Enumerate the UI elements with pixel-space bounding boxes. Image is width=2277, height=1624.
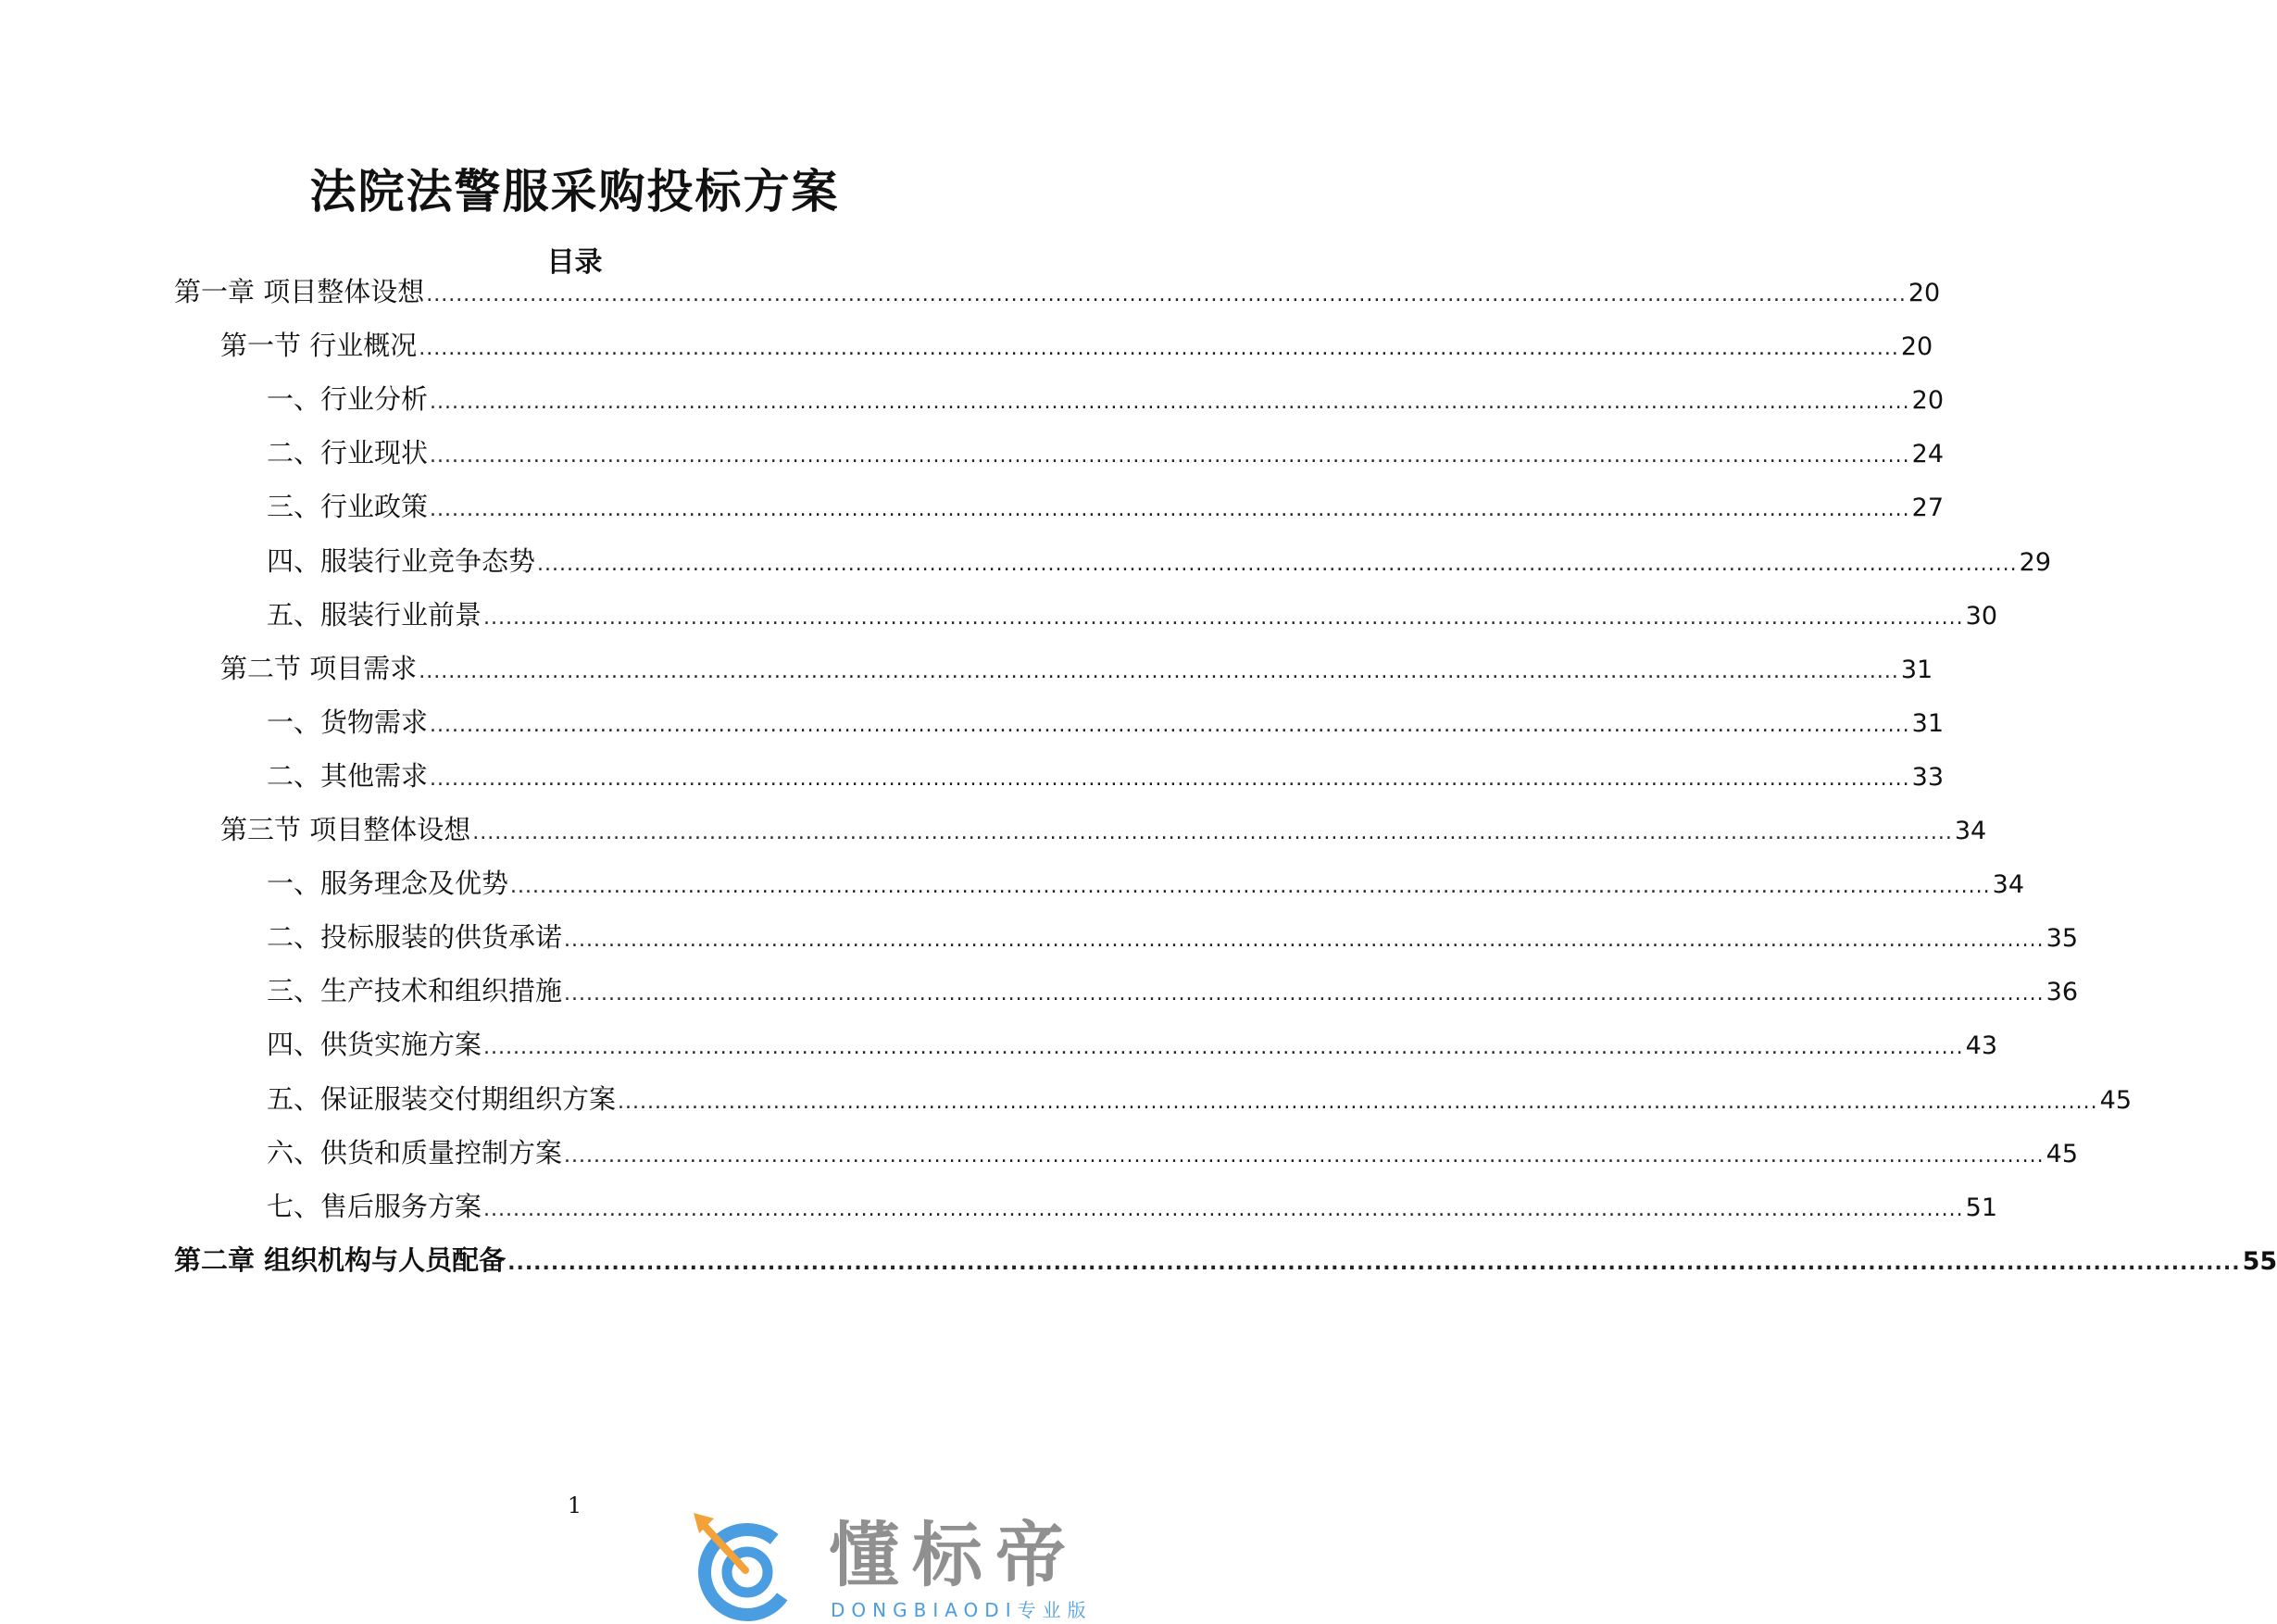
toc-entry[interactable] xyxy=(267,596,1998,637)
toc-entry-label: 三、行业政策 xyxy=(267,491,429,523)
toc-entry-label: 二、其他需求 xyxy=(267,759,429,792)
toc-entry-label: 四、供货实施方案 xyxy=(267,1029,482,1061)
toc-leader-dots: ........................................................................................................................................................................................................ xyxy=(618,1090,2098,1114)
toc-entry-label: 二、投标服装的供货承诺 xyxy=(267,921,563,954)
watermark-brand: 懂标帝 xyxy=(829,1514,1079,1596)
toc-leader-dots: ........................................................................................................................................................................................................ xyxy=(430,444,1910,468)
toc-entry[interactable] xyxy=(267,918,2079,959)
toc-entry[interactable] xyxy=(267,757,1945,798)
toc-leader-dots: ........................................................................................................................................................................................................ xyxy=(483,1036,1964,1060)
toc-entry[interactable] xyxy=(267,865,2025,906)
toc-entry-page: 30 xyxy=(1965,601,1998,631)
toc-leader-dots: ........................................................................................................................................................................................................ xyxy=(430,767,1910,791)
toc-entry-page: 43 xyxy=(1965,1031,1998,1061)
toc-entry[interactable] xyxy=(267,972,2079,1013)
toc-leader-dots: ........................................................................................................................................................................................................ xyxy=(483,606,1964,630)
toc-entry-label: 二、行业现状 xyxy=(267,437,429,469)
toc-entry-page: 55 xyxy=(2242,1246,2277,1276)
toc-entry-page: 33 xyxy=(1911,762,1945,792)
toc-entry-label: 五、服装行业前景 xyxy=(267,598,482,631)
toc-entry-label: 四、服装行业竞争态势 xyxy=(267,544,536,577)
toc-leader-dots: ........................................................................................................................................................................................................ xyxy=(564,1143,2045,1168)
toc-entry-page: 27 xyxy=(1911,493,1945,523)
toc-entry-label: 五、保证服装交付期组织方案 xyxy=(267,1082,617,1115)
toc-entry[interactable] xyxy=(220,650,1933,691)
watermark-subtitle: DONGBIAODI专业版 xyxy=(831,1599,1093,1621)
toc-leader-dots: ........................................................................................................................................................................................................ xyxy=(510,875,1991,899)
toc-entry-page: 20 xyxy=(1900,332,1933,362)
toc-leader-dots: ........................................................................................................................................................................................................ xyxy=(419,337,1899,361)
toc-entry[interactable] xyxy=(267,434,1945,475)
toc-entry-label: 第二节 项目需求 xyxy=(220,652,418,684)
watermark xyxy=(690,1509,1134,1624)
toc-leader-dots: ........................................................................................................................................................................................................ xyxy=(419,659,1899,683)
toc-entry[interactable] xyxy=(267,704,1945,744)
toc-entry-label: 一、行业分析 xyxy=(267,383,429,416)
toc-entry-label: 一、货物需求 xyxy=(267,706,429,738)
target-arrow-icon xyxy=(690,1509,801,1624)
toc-entry-page: 34 xyxy=(1992,870,2025,900)
toc-entry[interactable] xyxy=(267,1188,1998,1229)
toc-entry-label: 三、生产技术和组织措施 xyxy=(267,975,563,1007)
toc-entry[interactable] xyxy=(267,381,1945,421)
toc-leader-dots: ........................................................................................................................................................................................................ xyxy=(430,498,1910,522)
toc-entry-page: 31 xyxy=(1900,655,1933,684)
toc-leader-dots: ........................................................................................................................................................................................................ xyxy=(564,929,2045,953)
toc-leader-dots: ........................................................................................................................................................................................................ xyxy=(483,1197,1964,1221)
toc-entry[interactable] xyxy=(220,327,1933,368)
toc-entry[interactable] xyxy=(267,488,1945,529)
toc-leader-dots: ........................................................................................................................................................................................................ xyxy=(430,391,1910,415)
toc-entry-page: 45 xyxy=(2046,1139,2079,1168)
toc-entry-page: 24 xyxy=(1911,440,1945,469)
toc-entry-label: 第二章 组织机构与人员配备 xyxy=(174,1243,507,1276)
toc-entry-page: 51 xyxy=(1965,1193,1998,1222)
toc-entry-page: 45 xyxy=(2099,1085,2133,1115)
toc-entry-label: 第三节 项目整体设想 xyxy=(220,814,471,845)
toc-entry[interactable] xyxy=(267,1134,2079,1175)
toc-leader-dots: ........................................................................................................................................................................................................ xyxy=(472,821,1953,844)
toc-entry-page: 31 xyxy=(1911,708,1945,738)
toc-entry[interactable] xyxy=(267,1081,2133,1121)
toc-entry-label: 六、供货和质量控制方案 xyxy=(267,1136,563,1168)
toc-entry-label: 七、售后服务方案 xyxy=(267,1190,482,1222)
toc-entry-page: 35 xyxy=(2046,924,2079,954)
toc-entry-page: 29 xyxy=(2019,547,2052,577)
toc-leader-dots: ........................................................................................................................................................................................................ xyxy=(537,552,2018,576)
toc-entry[interactable] xyxy=(267,543,2052,583)
toc-leader-dots: ........................................................................................................................................................................................................ xyxy=(426,283,1907,306)
toc-entry[interactable] xyxy=(267,1026,1998,1067)
toc-leader-dots: ........................................................................................................................................................................................................ xyxy=(507,1251,2241,1275)
toc-entry-label: 第一章 项目整体设想 xyxy=(174,276,425,307)
toc-entry[interactable] xyxy=(174,273,1941,314)
toc-heading: 目录 xyxy=(546,246,603,279)
page-number: 1 xyxy=(567,1493,582,1518)
toc-leader-dots: ........................................................................................................................................................................................................ xyxy=(430,713,1910,737)
toc-entry[interactable] xyxy=(220,811,1987,852)
toc-leader-dots: ........................................................................................................................................................................................................ xyxy=(564,982,2045,1006)
toc-entry-label: 第一节 行业概况 xyxy=(220,330,418,362)
toc-entry-label: 一、服务理念及优势 xyxy=(267,868,509,900)
toc-entry[interactable] xyxy=(174,1242,2277,1282)
document-title: 法院法警服采购投标方案 xyxy=(309,165,840,219)
toc-entry-page: 20 xyxy=(1908,279,1941,307)
toc-entry-page: 34 xyxy=(1954,817,1987,845)
toc-entry-page: 20 xyxy=(1911,386,1945,416)
toc-entry-page: 36 xyxy=(2046,978,2079,1007)
